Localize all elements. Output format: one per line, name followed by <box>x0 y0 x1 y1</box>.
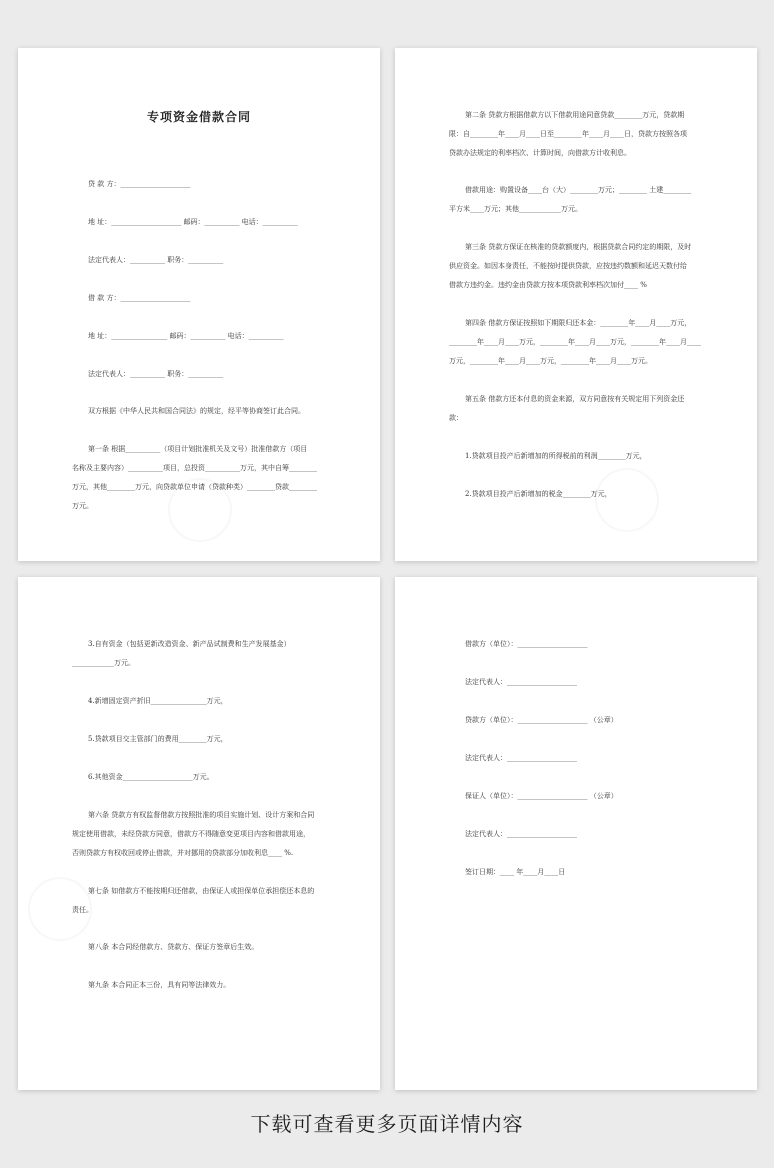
article-3-line-3: 借款方违约金。违约金由贷款方按本项贷款利率档次加付____ % <box>449 281 647 289</box>
article-1-line-2: 名称及主要内容）__________项目，总投资__________万元，其中自筹________ <box>72 464 317 472</box>
article-7-line-2: 责任。 <box>72 906 93 914</box>
repayment-source-2: 2.贷款项目投产后新增加的税金________万元， <box>465 490 612 498</box>
article-1-line-3: 万元，其他________万元，向贷款单位申请（贷款种类）________贷款________ <box>72 483 317 491</box>
signing-date-field: 签订日期：____ 年____月____日 <box>465 868 566 876</box>
borrower-address-field: 地 址：________________ 邮码：__________ 电话：__________ <box>88 332 284 340</box>
article-5-line-2: 款： <box>449 414 463 422</box>
article-6-line-3: 否则贷款方有权收回或停止借款，并对挪用的贷款部分加收利息____ %. <box>72 849 294 857</box>
borrower-name-field: 借 款 方：____________________ <box>88 294 191 302</box>
lender-signature-field: 贷款方（单位）：____________________ （公章） <box>465 716 618 724</box>
article-6-line-1: 第六条 贷款方有权监督借款方按照批准的项目实施计划、设计方案和合同 <box>88 811 315 819</box>
watermark-icon <box>28 877 92 941</box>
guarantor-representative-signature: 法定代表人：____________________ <box>465 830 577 838</box>
contract-title: 专项资金借款合同 <box>146 110 251 124</box>
article-1-line-4: 万元。 <box>72 502 93 510</box>
contract-preamble: 双方根据《中华人民共和国合同法》的规定，经平等协商签订此合同。 <box>88 407 305 415</box>
article-9: 第九条 本合同正本三份，具有同等法律效力。 <box>88 981 231 989</box>
loan-purpose-line-1: 借款用途：购置设备____台（大）________万元；________ 土建________ <box>465 186 692 194</box>
article-2-line-3: 贷款办法规定的利率档次、计算时间，向借款方计收利息。 <box>449 149 631 157</box>
article-1-line-1: 第一条 根据__________（项目计划批准机关及文号）批准借款方（项目 <box>88 445 308 453</box>
article-6-line-2: 规定使用借款，未经贷款方同意，借款方不得随意变更项目内容和借款用途， <box>72 830 310 838</box>
lender-address-field: 地 址：____________________ 邮码：__________ 电话：__________ <box>88 218 298 226</box>
article-3-line-1: 第三条 贷款方保证在核准的贷款额度内，根据贷款合同约定的期限，及时 <box>465 243 692 251</box>
article-8: 第八条 本合同经借款方、贷款方、保证方签章后生效。 <box>88 943 259 951</box>
article-5-line-1: 第五条 借款方还本付息的资金来源，双方同意按有关规定用下列资金还 <box>465 395 685 403</box>
repayment-source-4: 4.新增固定资产折旧________________万元， <box>88 697 228 705</box>
contract-page-2 <box>395 48 757 561</box>
repayment-source-3-line-2: ____________万元。 <box>72 659 135 667</box>
repayment-source-6: 6.其他资金____________________万元。 <box>88 773 214 781</box>
borrower-representative-field: 法定代表人：__________ 职务：__________ <box>88 370 224 378</box>
article-4-line-1: 第四条 借款方保证按照如下期限归还本金：________年____月____万元， <box>465 319 692 327</box>
contract-page-4 <box>395 577 757 1090</box>
download-prompt: 下载可查看更多页面详情内容 <box>250 1112 524 1136</box>
article-4-line-2: ________年____月____万元，________年____月____万元，________年____月____ <box>449 338 701 346</box>
borrower-representative-signature: 法定代表人：____________________ <box>465 678 577 686</box>
lender-representative-signature: 法定代表人：____________________ <box>465 754 577 762</box>
repayment-source-5: 5.贷款项目交主管部门的费用________万元， <box>88 735 228 743</box>
article-2-line-1: 第二条 贷款方根据借款方以下借款用途同意贷款________万元，贷款期 <box>465 111 685 119</box>
watermark-icon <box>595 468 659 532</box>
contract-page-1 <box>18 48 380 561</box>
article-7-line-1: 第七条 如借款方不能按期归还借款，由保证人或担保单位承担偿还本息的 <box>88 887 315 895</box>
watermark-icon <box>168 478 232 542</box>
repayment-source-3-line-1: 3.自有资金（包括更新改造资金、新产品试制费和生产发展基金） <box>88 640 291 648</box>
article-4-line-3: 万元，________年____月____万元，________年____月____万元。 <box>449 357 652 365</box>
article-3-line-2: 供应资金。如因本身责任，不能按时提供贷款，应按违约数额和延迟天数付给 <box>449 262 687 270</box>
lender-name-field: 贷 款 方：____________________ <box>88 180 191 188</box>
contract-page-3 <box>18 577 380 1090</box>
article-2-line-2: 限：自________年____月____日至________年____月____日，贷款方按照各项 <box>449 130 687 138</box>
loan-purpose-line-2: 平方米____万元；其他____________万元。 <box>449 205 582 213</box>
borrower-signature-field: 借款方（单位）：____________________ <box>465 640 588 648</box>
guarantor-signature-field: 保证人（单位）：____________________ （公章） <box>465 792 618 800</box>
repayment-source-1: 1.贷款项目投产后新增加的所得税前的利润________万元， <box>465 452 647 460</box>
lender-representative-field: 法定代表人：__________ 职务：__________ <box>88 256 224 264</box>
